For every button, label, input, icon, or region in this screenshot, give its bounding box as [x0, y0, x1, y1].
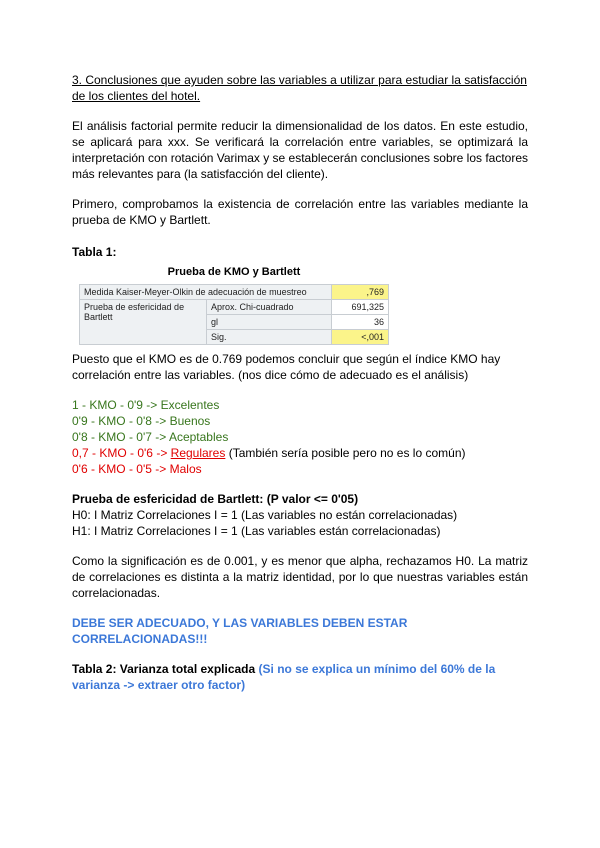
chi-value-cell: 691,325 — [332, 300, 389, 315]
kmo-label-cell: Medida Kaiser-Meyer-Olkin de adecuación de muestreo — [80, 285, 332, 300]
table-row — [80, 300, 389, 315]
first-paragraph: Primero, comprobamos la existencia de correlación entre las variables mediante la prueba de KMO y Bartlett. — [72, 197, 528, 227]
kmo-scale-regular-prefix: 0,7 - KMO - 0'6 -> — [72, 446, 171, 460]
bartlett-label-cell: Prueba de esfericidad de Bartlett — [80, 300, 207, 345]
table1-label: Tabla 1: — [72, 245, 117, 259]
emphasis-text: DEBE SER ADECUADO, Y LAS VARIABLES DEBEN ESTAR CORRELACIONADAS!!! — [72, 616, 408, 646]
kmo-scale-regular-note: (También sería posible pero no es lo común) — [225, 446, 466, 460]
sig-value-cell: <,001 — [332, 330, 389, 345]
significance-paragraph: Como la significación es de 0.001, y es menor que alpha, rechazamos H0. La matriz de correlaciones es distinta a la matriz identidad, por lo que nuestras variables están correlacionadas. — [72, 554, 528, 600]
table2-heading — [72, 661, 528, 693]
bartlett-heading: Prueba de esfericidad de Bartlett: (P valor <= 0'05) — [72, 492, 359, 506]
kmo-scale-regular — [72, 445, 528, 461]
kmo-scale-regular-word: Regulares — [170, 446, 226, 460]
bartlett-h0: H0: I Matriz Correlaciones I = 1 (Las variables no están correlacionadas) — [72, 508, 458, 522]
kmo-scale-excellent: 1 - KMO - 0'9 -> Excelentes — [72, 398, 220, 412]
section-heading: 3. Conclusiones que ayuden sobre las variables a utilizar para estudiar la satisfacción de los clientes del hotel. — [72, 73, 527, 103]
table2-note: (Si no se explica un mínimo del 60% de la varianza -> extraer otro factor) — [72, 662, 496, 692]
document-page — [72, 72, 528, 693]
intro-paragraph: El análisis factorial permite reducir la dimensionalidad de los datos. En este estudio, se aplicará para xxx. Se verificará la correlación entre variables, se optimizará la interpretación con rotación Varimax y se establecerán conclusiones sobre los factores más relevantes para (la satisfacción del cliente). — [72, 119, 529, 181]
kmo-table-title: Prueba de KMO y Bartlett — [167, 266, 301, 278]
bartlett-h1: H1: I Matriz Correlaciones I = 1 (Las variables están correlacionadas) — [72, 524, 441, 538]
chi-label-cell: Aprox. Chi-cuadrado — [207, 300, 332, 315]
kmo-scale-bad: 0'6 - KMO - 0'5 -> Malos — [72, 462, 202, 476]
table-row — [80, 285, 389, 300]
kmo-bartlett-table-block — [79, 266, 389, 345]
kmo-scale-acceptable: 0'8 - KMO - 0'7 -> Aceptables — [72, 430, 229, 444]
gl-label-cell: gl — [207, 315, 332, 330]
sig-label-cell: Sig. — [207, 330, 332, 345]
kmo-paragraph: Puesto que el KMO es de 0.769 podemos concluir que según el índice KMO hay correlación entre las variables. (nos dice cómo de adecuado es el análisis) — [72, 352, 501, 382]
kmo-bartlett-table — [79, 284, 389, 345]
gl-value-cell: 36 — [332, 315, 389, 330]
kmo-scale-good: 0'9 - KMO - 0'8 -> Buenos — [72, 414, 211, 428]
kmo-value-cell: ,769 — [332, 285, 389, 300]
table2-label: Tabla 2: Varianza total explicada — [72, 662, 256, 676]
